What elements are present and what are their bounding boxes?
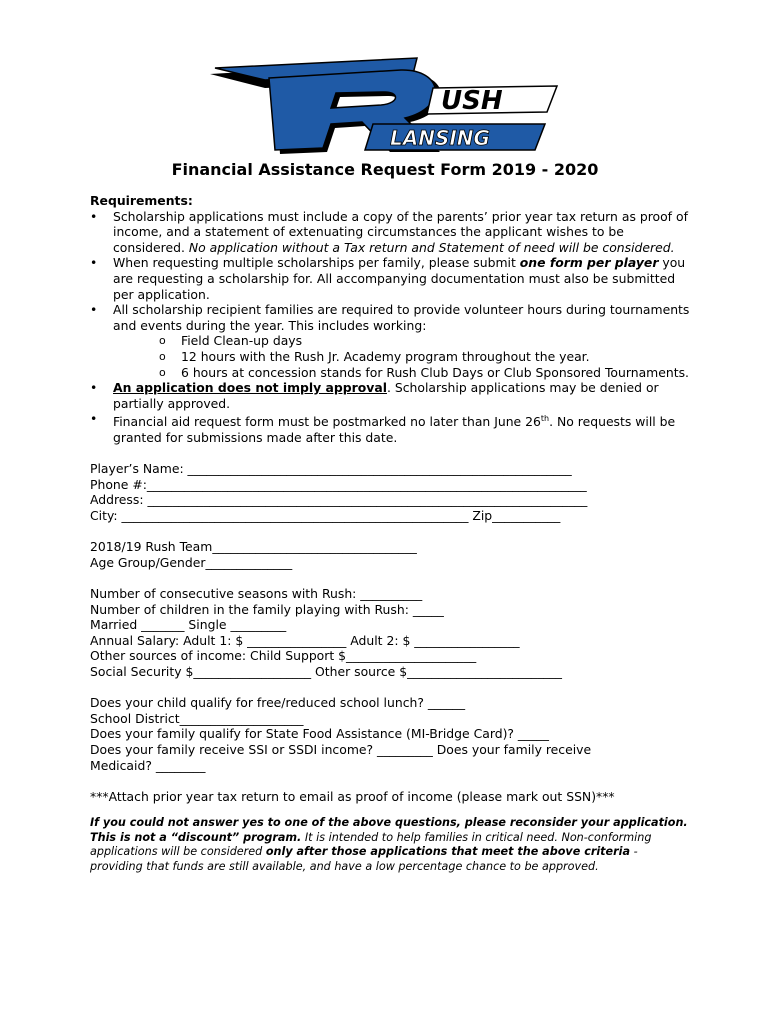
requirement-one-form: • When requesting multiple scholarships per family, please submit one form per player you are requesting a scholarship for. All accompanying documentation must also be submitted per application. bbox=[90, 255, 690, 302]
medicaid-field[interactable]: Medicaid? ________ bbox=[90, 757, 206, 773]
volunteer-item: o 6 hours at concession stands for Rush Club Days or Club Sponsored Tournaments. bbox=[159, 365, 690, 381]
ssi-field[interactable]: Does your family receive SSI or SSDI income? _________ Does your family receive bbox=[90, 741, 592, 757]
logo-word-top: USH bbox=[441, 86, 503, 116]
children-field[interactable]: Number of children in the family playing with Rush: _____ bbox=[90, 601, 444, 617]
age-group-field[interactable]: Age Group/Gender______________ bbox=[90, 554, 293, 570]
school-lunch-field[interactable]: Does your child qualify for free/reduced school lunch? ______ bbox=[90, 695, 466, 711]
volunteer-item: o Field Clean-up days bbox=[159, 333, 690, 349]
logo-word-bottom: LANSING bbox=[390, 126, 490, 150]
requirement-deadline: • Financial aid request form must be postmarked no later than June 26th. No requests will be granted for submissions made after this date. bbox=[90, 411, 690, 445]
volunteer-list bbox=[113, 333, 690, 380]
seasons-field[interactable]: Number of consecutive seasons with Rush: __________ bbox=[90, 585, 423, 601]
players-name-field[interactable]: Player’s Name: ______________________________________________________________ bbox=[90, 461, 572, 477]
requirements-heading: Requirements: bbox=[90, 193, 193, 208]
attach-note: ***Attach prior year tax return to email as proof of income (please mark out SSN)*** bbox=[90, 788, 615, 804]
city-zip-field[interactable]: City: ________________________________________________________ Zip___________ bbox=[90, 508, 561, 523]
footer-note: If you could not answer yes to one of the above questions, please reconsider your application. This is not a “discount” program. It is intended to help families in critical need. Non-conforming applications will be considered only after those applications that meet the above criteria - providing that funds are still available, and have a low percentage chance to be approved. bbox=[90, 816, 688, 874]
other-income-field[interactable]: Other sources of income: Child Support $_____________________ bbox=[90, 648, 477, 664]
marital-status-field[interactable]: Married _______ Single _________ bbox=[90, 617, 287, 633]
food-assistance-field[interactable]: Does your family qualify for State Food Assistance (MI-Bridge Card)? _____ bbox=[90, 726, 549, 742]
rush-lansing-logo bbox=[205, 52, 565, 162]
requirement-volunteer: • All scholarship recipient families are required to provide volunteer hours during tournaments and events during the year. This includes working: o Field Clean-up days o 12 hours with the Rush Jr. Academy program throughout the year. o 6 hours at concession stands for Rush Club Days or Club Sponsored Tournaments. bbox=[90, 302, 690, 380]
school-district-field[interactable]: School District____________________ bbox=[90, 710, 304, 726]
requirement-tax-return: • Scholarship applications must include a copy of the parents’ prior year tax return as proof of income, and a statement of extenuating circumstances the applicant wishes to be considered. No application without a Tax return and Statement of need will be considered. bbox=[90, 209, 690, 256]
page-title: Financial Assistance Request Form 2019 - 2020 bbox=[171, 160, 599, 179]
address-field[interactable]: Address: _______________________________________________________________________ bbox=[90, 492, 588, 508]
phone-field[interactable]: Phone #:_______________________________________________________________________ bbox=[90, 476, 587, 492]
form-body bbox=[90, 193, 690, 875]
volunteer-item: o 12 hours with the Rush Jr. Academy program throughout the year. bbox=[159, 349, 690, 365]
rush-team-field[interactable]: 2018/19 Rush Team_________________________________ bbox=[90, 539, 417, 555]
requirements-list bbox=[90, 209, 690, 446]
requirement-approval: • An application does not imply approval. Scholarship applications may be denied or partially approved. bbox=[90, 380, 690, 411]
annual-salary-field[interactable]: Annual Salary: Adult 1: $ ________________ Adult 2: $ _________________ bbox=[90, 632, 520, 648]
social-security-field[interactable]: Social Security $___________________ Other source $_________________________ bbox=[90, 663, 562, 679]
